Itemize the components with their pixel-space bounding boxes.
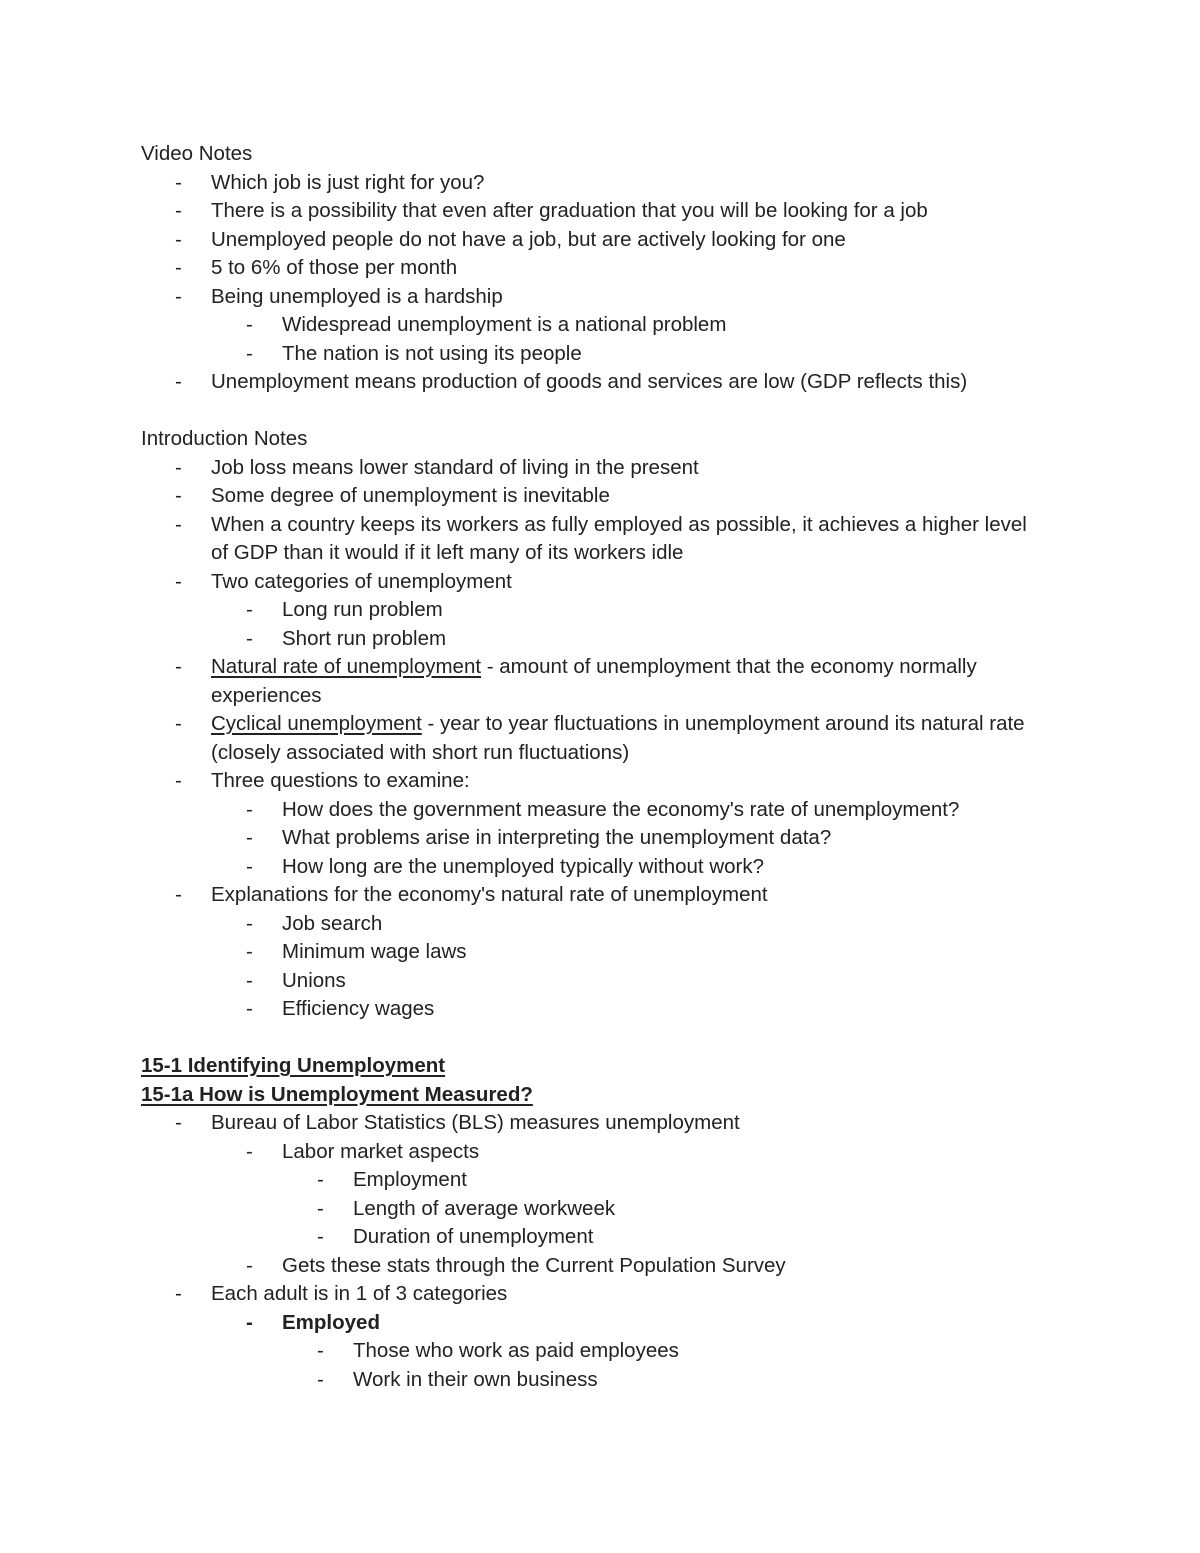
bullet-text: Some degree of unemployment is inevitable — [211, 484, 610, 507]
bullet-dash: - — [175, 883, 182, 906]
bullet-dash: - — [175, 484, 182, 507]
bullet-text: Employed — [282, 1310, 380, 1334]
defined-term: Natural rate of unemployment — [211, 655, 482, 678]
bullet-item — [140, 796, 1040, 825]
bullet-item — [140, 311, 1040, 340]
bullet-dash: - — [175, 284, 182, 308]
bullet-dash: - — [175, 170, 182, 194]
bullet-dash: - — [246, 911, 253, 935]
bullet-item — [140, 1109, 1040, 1138]
bullet-item — [140, 1309, 1040, 1338]
bullet-item — [140, 710, 1040, 767]
bullet-dash: - — [175, 712, 182, 735]
defined-term: Cyclical unemployment — [211, 712, 422, 735]
bullet-text: Length of average workweek — [353, 1196, 616, 1220]
bullet-text: How does the government measure the economy's rate of unemployment? — [282, 797, 960, 821]
bullet-item — [140, 368, 1040, 397]
document-body — [140, 140, 1040, 1394]
bullet-dash: - — [317, 1367, 324, 1391]
bullet-item — [140, 454, 1040, 483]
bullet-text: Minimum wage laws — [282, 940, 467, 963]
bullet-text: Which job is just right for you? — [211, 170, 485, 194]
bullet-item — [140, 1366, 1040, 1395]
bullet-dash: - — [175, 769, 182, 792]
bullet-item — [140, 910, 1040, 939]
bullet-item — [140, 1138, 1040, 1167]
bullet-item — [140, 967, 1040, 996]
bullet-item — [140, 511, 1040, 568]
bullet-item — [140, 824, 1040, 853]
bullet-item — [140, 197, 1040, 226]
bullet-text: Short run problem — [282, 626, 447, 650]
bullet-item — [140, 938, 1040, 967]
term-definition: - year to year fluctuations in unemployment around its natural rate (closely associated with short run fluctuations) — [211, 712, 1025, 764]
bullet-item — [140, 482, 1040, 511]
bullet-dash: - — [175, 455, 182, 479]
bullet-item — [140, 995, 1040, 1024]
bullet-item — [140, 853, 1040, 882]
section-heading: 15-1 Identifying Unemployment — [141, 1054, 446, 1077]
bullet-text: Job loss means lower standard of living in the present — [211, 455, 699, 479]
bullet-dash: - — [317, 1196, 324, 1220]
bullet-dash: - — [246, 826, 253, 849]
bullet-text: 5 to 6% of those per month — [211, 256, 458, 279]
bullet-item — [140, 1280, 1040, 1309]
bullet-text: Those who work as paid employees — [353, 1339, 679, 1362]
bullet-dash: - — [246, 968, 253, 992]
bullet-text: Unemployment means production of goods and services are low (GDP reflects this) — [211, 370, 968, 393]
bullet-item — [140, 254, 1040, 283]
bullet-dash: - — [175, 569, 182, 593]
bullet-text: Being unemployed is a hardship — [211, 284, 503, 308]
bullet-text: Three questions to examine: — [211, 769, 470, 792]
section-heading: Video Notes — [141, 142, 253, 165]
bullet-item — [140, 1223, 1040, 1252]
section-heading: Introduction Notes — [141, 427, 308, 450]
bullet-dash: - — [246, 797, 253, 821]
bullet-text: Explanations for the economy's natural rate of unemployment — [211, 883, 768, 906]
bullet-text: Work in their own business — [353, 1367, 598, 1391]
bullet-text — [211, 653, 1040, 710]
bullet-text: Job search — [282, 911, 383, 935]
bullet-item — [140, 881, 1040, 910]
bullet-dash: - — [246, 1139, 253, 1163]
bullet-dash: - — [246, 854, 253, 878]
section-spacer — [140, 1024, 1040, 1053]
bullet-item — [140, 226, 1040, 255]
bullet-item — [140, 568, 1040, 597]
bullet-text: There is a possibility that even after graduation that you will be looking for a job — [211, 199, 928, 222]
bullet-dash: - — [246, 997, 253, 1020]
bullet-item — [140, 625, 1040, 654]
bullet-text: Unions — [282, 968, 346, 992]
bullet-dash: - — [175, 1111, 182, 1134]
bullet-dash: - — [246, 1253, 253, 1277]
bullet-text: Employment — [353, 1168, 467, 1191]
bullet-dash: - — [175, 256, 182, 279]
section-subheading: 15-1a How is Unemployment Measured? — [141, 1082, 533, 1106]
bullet-text: Efficiency wages — [282, 997, 435, 1020]
bullet-item — [140, 340, 1040, 369]
bullet-item — [140, 596, 1040, 625]
bullet-dash: - — [246, 1310, 253, 1334]
bullet-text: Duration of unemployment — [353, 1225, 594, 1248]
bullet-text: Two categories of unemployment — [211, 569, 512, 593]
bullet-text: What problems arise in interpreting the unemployment data? — [282, 826, 832, 849]
bullet-text: Bureau of Labor Statistics (BLS) measures unemployment — [211, 1111, 740, 1134]
bullet-text: Each adult is in 1 of 3 categories — [211, 1282, 508, 1305]
bullet-dash: - — [175, 227, 182, 251]
bullet-dash: - — [246, 341, 253, 365]
bullet-dash: - — [246, 598, 253, 621]
bullet-dash: - — [175, 512, 182, 536]
bullet-dash: - — [317, 1339, 324, 1362]
bullet-text — [211, 710, 1040, 767]
bullet-text: Labor market aspects — [282, 1139, 480, 1163]
bullet-text: Gets these stats through the Current Population Survey — [282, 1253, 786, 1277]
bullet-item — [140, 653, 1040, 710]
bullet-text: How long are the unemployed typically without work? — [282, 854, 765, 878]
bullet-dash: - — [246, 313, 253, 336]
bullet-dash: - — [175, 655, 182, 678]
bullet-dash: - — [175, 370, 182, 393]
bullet-dash: - — [246, 940, 253, 963]
bullet-item — [140, 1252, 1040, 1281]
bullet-dash: - — [175, 199, 182, 222]
bullet-item — [140, 283, 1040, 312]
bullet-item — [140, 1337, 1040, 1366]
bullet-text: When a country keeps its workers as fully employed as possible, it achieves a higher level of GDP than it would if it left many of its workers idle — [211, 512, 1027, 564]
section-spacer — [140, 397, 1040, 426]
bullet-text: Long run problem — [282, 598, 443, 621]
bullet-text: The nation is not using its people — [282, 341, 582, 365]
bullet-dash: - — [317, 1168, 324, 1191]
bullet-text: Unemployed people do not have a job, but are actively looking for one — [211, 227, 846, 251]
bullet-dash: - — [317, 1225, 324, 1248]
bullet-item — [140, 1166, 1040, 1195]
bullet-text: Widespread unemployment is a national problem — [282, 313, 727, 336]
bullet-dash: - — [246, 626, 253, 650]
bullet-item — [140, 1195, 1040, 1224]
term-definition: - amount of unemployment that the economy normally experiences — [211, 655, 977, 707]
bullet-item — [140, 767, 1040, 796]
bullet-dash: - — [175, 1282, 182, 1305]
bullet-item — [140, 169, 1040, 198]
